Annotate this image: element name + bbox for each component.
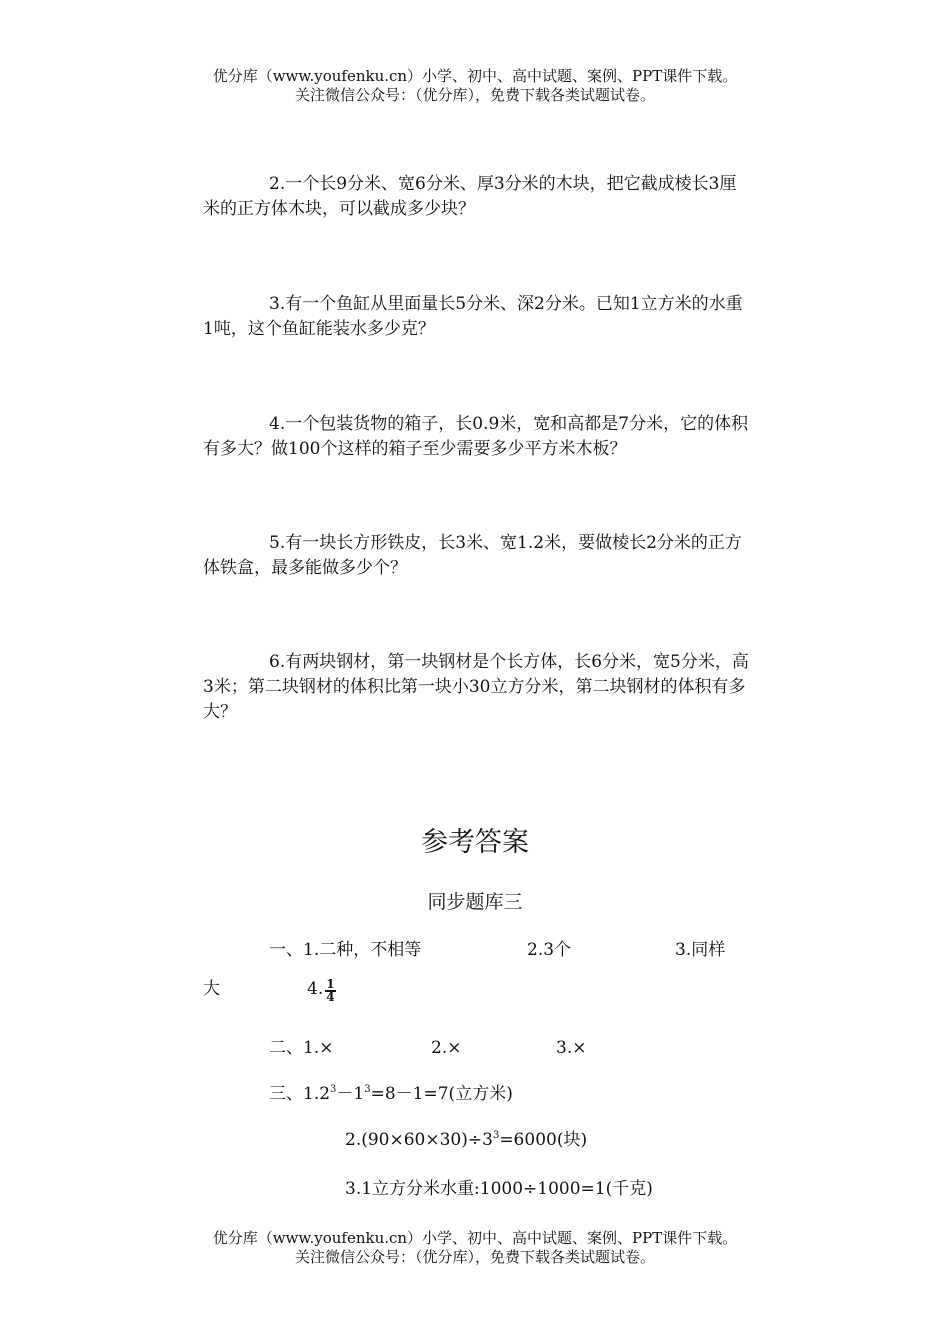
question-6: 6.有两块钢材，第一块钢材是个长方体，长6分米，宽5分米，高3米；第二块钢材的体积比第一块小30立方分米，第二块钢材的体积有多大？ xyxy=(203,652,749,722)
answer-3-1-result: =8－1=7(立方米) xyxy=(370,1084,513,1104)
exponent: 3 xyxy=(492,1130,500,1141)
answer-1-3: 3.同样 xyxy=(675,940,726,960)
page-footer xyxy=(0,1229,950,1267)
answer-1-4-label: 4. xyxy=(307,979,324,999)
page-header xyxy=(0,67,950,105)
answer-3-1 xyxy=(269,1082,513,1106)
answer-3-1-minus: －1 xyxy=(336,1084,365,1104)
answer-3-3: 3.1立方分米水重:1000÷1000=1(千克) xyxy=(345,1179,653,1199)
header-line-1: 优分库（www.youfenku.cn）小学、初中、高中试题、案例、PPT课件下载。 xyxy=(212,67,738,85)
answer-2-3: 3.× xyxy=(556,1038,587,1058)
answer-3-2-expression: 2.(90×60×30)÷3 xyxy=(345,1130,493,1150)
question-4: 4.一个包装货物的箱子，长0.9米，宽和高都是7分米，它的体积有多大？做100个这样的箱子至少需要多少平方米木板？ xyxy=(203,414,749,459)
question-2: 2.一个长9分米、宽6分米、厚3分米的木块，把它截成棱长3厘米的正方体木块，可以截成多少块？ xyxy=(203,174,737,219)
exponent: 3 xyxy=(364,1084,371,1095)
answer-3-2 xyxy=(345,1128,587,1152)
footer-line-1: 优分库（www.youfenku.cn）小学、初中、高中试题、案例、PPT课件下载。 xyxy=(212,1229,738,1247)
question-5: 5.有一块长方形铁皮，长3米、宽1.2米，要做棱长2分米的正方体铁盒，最多能做多少个？ xyxy=(203,533,742,578)
fraction-denominator: 4 xyxy=(326,990,335,1004)
answers-subtitle: 同步题库三 xyxy=(427,891,523,913)
answer-1-2: 2.3个 xyxy=(527,940,572,960)
answer-1-3-continued: 大 xyxy=(203,979,220,999)
answer-1-4 xyxy=(307,977,336,1003)
footer-line-2: 关注微信公众号：（优分库），免费下载各类试题试卷。 xyxy=(294,1248,655,1266)
question-3: 3.有一个鱼缸从里面量长5分米、深2分米。已知1立方米的水重1吨，这个鱼缸能装水多少克？ xyxy=(203,294,743,339)
answer-2-2: 2.× xyxy=(431,1038,462,1058)
exponent: 3 xyxy=(330,1084,337,1095)
answer-2-1: 二、1.× xyxy=(269,1038,334,1058)
fraction-numerator: 1 xyxy=(326,977,335,991)
answer-3-2-result: =6000(块) xyxy=(499,1130,588,1150)
answer-1-1: 一、1.二种，不相等 xyxy=(269,940,422,960)
answer-3-1-base: 三、1.2 xyxy=(269,1084,331,1104)
answers-title: 参考答案 xyxy=(421,827,529,858)
header-line-2: 关注微信公众号：（优分库），免费下载各类试题试卷。 xyxy=(294,86,655,104)
fraction-one-quarter xyxy=(325,979,335,1003)
